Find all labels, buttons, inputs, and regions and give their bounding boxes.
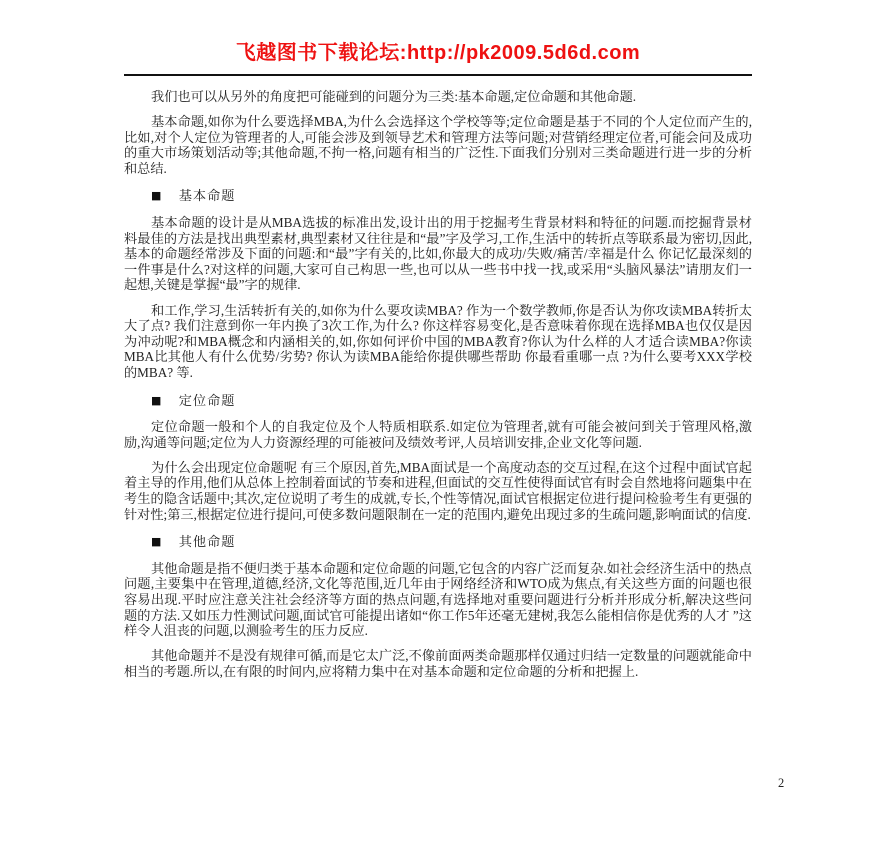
paragraph-basic-2: 和工作,学习,生活转折有关的,如你为什么要攻读MBA? 作为一个数学教师,你是否认为你攻读MBA转折太大了点? 我们注意到你一年内换了3次工作,为什么? 你这样容易变化,是否意味着你现在选择MBA也仅仅是因为冲动呢?和MBA概念和内涵相关的,如,你如何评价中国的MBA教育?你认为什么样的人才适合读MBA?你读MBA比其他人有什么优势/劣势? 你认为读MBA能给你提供哪些帮助 你最看重哪一点 ?为什么要考XXX学校的MBA? 等. [124, 302, 752, 380]
paragraph-positioning-2: 为什么会出现定位命题呢 有三个原因,首先,MBA面试是一个高度动态的交互过程,在这个过程中面试官起着主导的作用,他们从总体上控制着面试的节奏和进程,但面试的交互性使得面试官有时会自然地将问题集中在考生的隐含话题中;其次,定位说明了考生的成就,专长,个性等情况,面试官根据定位进行提问检验考生有更强的针对性;第三,根据定位进行提问,可使多数问题限制在一定的范围内,避免出现过多的生疏问题,影响面试的信度. [124, 459, 752, 522]
paragraph-positioning-1: 定位命题一般和个人的自我定位及个人特质相联系.如定位为管理者,就有可能会被问到关于管理风格,激励,沟通等问题;定位为人力资源经理的可能被问及绩效考评,人员培训安排,企业文化等问题. [124, 419, 752, 450]
header-divider [124, 74, 752, 76]
square-bullet-icon: ■ [151, 535, 162, 549]
section-heading-positioning-label: 定位命题 [178, 392, 236, 408]
paragraph-other-1: 其他命题是指不便归类于基本命题和定位命题的问题,它包含的内容广泛而复杂.如社会经济生活中的热点问题,主要集中在管理,道德,经济,文化等范围,近几年由于网络经济和WTO成为焦点,有关这些方面的问题也很容易出现.平时应注意关注社会经济等方面的热点问题,有选择地对重要问题进行分析并形成分析,解决这些问题的方法.又如压力性测试问题,面试官可能提出诸如“你工作5年还毫无建树,我怎么能相信你是优秀的人才 ”这样令人沮丧的问题,以测验考生的压力反应. [124, 560, 752, 639]
section-heading-basic [124, 188, 752, 204]
square-bullet-icon: ■ [151, 189, 162, 203]
page-content [124, 0, 752, 689]
square-bullet-icon: ■ [151, 393, 162, 407]
paragraph-intro: 我们也可以从另外的角度把可能碰到的问题分为三类:基本命题,定位命题和其他命题. [151, 89, 637, 104]
paragraph-other-2: 其他命题并不是没有规律可循,而是它太广泛,不像前面两类命题那样仅通过归结一定数量的问题就能命中相当的考题.所以,在有限的时间内,应将精力集中在对基本命题和定位命题的分析和把握上. [124, 648, 752, 679]
site-banner-text: 飞越图书下载论坛:http://pk2009.5d6d.com [235, 42, 641, 64]
paragraph-basic-1: 基本命题的设计是从MBA选拔的标准出发,设计出的用于挖掘考生背景材料和特征的问题.而挖掘背景材料最佳的方法是找出典型素材,典型素材又往往是和“最”字及学习,工作,生活中的转折点等联系最为密切,因此,基本的命题经常涉及下面的问题:和“最”字有关的,比如,你最大的成功/失败/痛苦/幸福是什么 你记忆最深刻的一件事是什么?对这样的问题,大家可自己构思一些,也可以从一些书中找一找,或采用“头脑风暴法”请朋友们一起想,关键是掌握“最”字的规律. [124, 215, 752, 293]
paragraph-overview: 基本命题,如你为什么要选择MBA,为什么会选择这个学校等等;定位命题是基于不同的个人定位而产生的,比如,对个人定位为管理者的人,可能会涉及到领导艺术和管理方法等问题;对营销经理定位者,可能会问及成功的重大市场策划活动等;其他命题,不拘一格,问题有相当的广泛性.下面我们分别对三类命题进行进一步的分析和总结. [124, 114, 752, 176]
section-heading-other [124, 534, 752, 550]
section-heading-positioning [124, 393, 752, 409]
document-body [124, 89, 752, 679]
page-number: 2 [778, 776, 785, 790]
section-heading-basic-label: 基本命题 [178, 188, 236, 204]
site-banner [124, 36, 752, 65]
section-heading-other-label: 其他命题 [178, 534, 236, 550]
